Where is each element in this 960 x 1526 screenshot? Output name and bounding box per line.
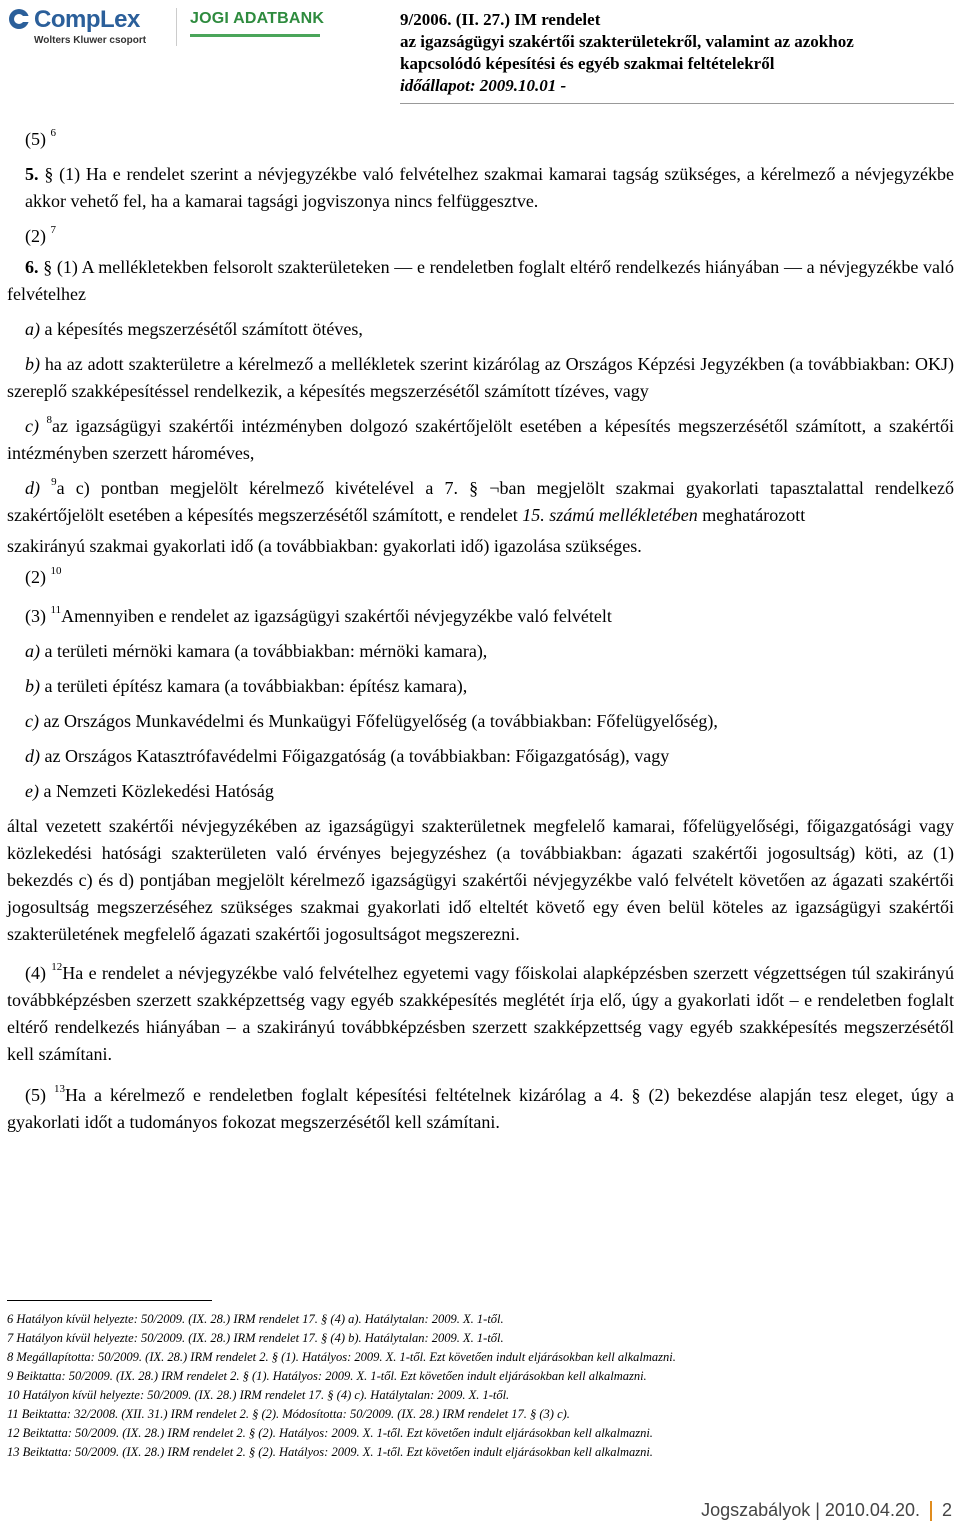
complex-logo-icon — [8, 8, 30, 30]
list-item-label: b) — [25, 676, 40, 696]
list-item-a — [7, 638, 954, 665]
footnotes — [7, 1300, 954, 1462]
list-item-label: d) — [25, 478, 40, 498]
footnote-ref[interactable]: 9 — [51, 476, 57, 488]
footnote-ref[interactable]: 13 — [54, 1083, 66, 1095]
list-item-text: az igazságügyi szakértői intézményben dolgozó szakértőjelölt esetében a képesítés megszerzésétől számított, a szakértői intézményben szerzett hároméves, — [7, 416, 955, 463]
document-subtitle-line-1: az igazságügyi szakértői szakterületekről, valamint az azokhoz — [400, 32, 854, 51]
page-header — [0, 0, 960, 108]
footnote: 9 Beiktatta: 50/2009. (IX. 28.) IRM rendelet 2. § (1). Hatályos: 2009. X. 1-től. Ezt követően indult eljárásokban kell alkalmazni. — [7, 1369, 647, 1383]
section-6 — [0, 254, 954, 308]
paragraph-label: (2) — [25, 226, 46, 246]
complex-logo — [8, 6, 168, 50]
paragraph-label: (2) — [25, 567, 46, 587]
paragraph-2-repealed-b — [7, 564, 954, 591]
list-item-d-continuation: szakirányú szakmai gyakorlati idő (a továbbiakban: gyakorlati idő) igazolása szükséges. — [7, 536, 642, 556]
paragraph-2-repealed — [7, 223, 954, 250]
paragraph-label: (4) — [25, 963, 46, 983]
jogi-adatbank-name: JOGI ADATBANK — [190, 10, 325, 27]
footnote: 12 Beiktatta: 50/2009. (IX. 28.) IRM rendelet 2. § (2). Hatályos: 2009. X. 1-től. Ezt követően indult eljárásokban kell alkalmazni. — [7, 1426, 653, 1440]
list-item-text: a c) pontban megjelölt kérelmező kivételével a 7. § ¬ban megjelölt szakmai gyakorlati tapasztalattal rendelkező szakértőjelölt esetében a képesítés megszerzésétől számított, e rendelet — [7, 478, 955, 525]
list-item-text: az Országos Katasztrófavédelmi Főigazgatóság (a továbbiakban: Főigazgatóság), vagy — [44, 746, 670, 766]
list-item-e — [7, 778, 954, 805]
paragraph-3-continuation: által vezetett szakértői névjegyzékében az igazságügyi szakterületnek megfelelő kamarai, főfelügyelőségi, főigazgatósági vagy közlekedési hatósági szakterületen való érvényes bejegyzéshez (a továbbiakban: ágazati szakértői jogosultság) köti, az (1) bekezdés c) és d) pontjában megjelölt kérelmező igazságügyi szakértői névjegyzékbe való felvételt követően az ágazati szakértői jogosultság megszerzéséhez szükséges szakmai gyakorlati idő elteltét követő egy éven belül köteles az igazságügyi szakértői szakterületének megfelelő ágazati szakértői jogosultságot megszerezni. — [7, 816, 954, 944]
list-item-d — [7, 475, 954, 529]
footnote: 13 Beiktatta: 50/2009. (IX. 28.) IRM rendelet 2. § (2). Hatályos: 2009. X. 1-től. Ezt követően indult eljárásokban kell alkalmazni. — [7, 1445, 653, 1459]
jogi-adatbank-logo — [190, 10, 324, 37]
footnote: 8 Megállapította: 50/2009. (IX. 28.) IRM rendelet 2. § (1). Hatályos: 2009. X. 1-től. Ezt követően indult eljárásokban kell alkalmazni. — [7, 1350, 676, 1364]
list-item-label: c) — [25, 416, 39, 436]
footnote-ref[interactable]: 7 — [50, 224, 56, 236]
complex-logo-subtitle: Wolters Kluwer csoport — [34, 35, 147, 46]
footnote: 7 Hatályon kívül helyezte: 50/2009. (IX. 28.) IRM rendelet 17. § (4) b). Hatálytalan: 2009. X. 1-től. — [7, 1331, 504, 1345]
list-item-text: ha az adott szakterületre a kérelmező a mellékletek szerint kizárólag az Országos Képzési Jegyzékben (a továbbiakban: OKJ) szereplő szakképesítéssel rendelkezik, a képesítés megszerzésétől számított tízéves, vagy — [7, 354, 954, 401]
footnote-ref[interactable]: 8 — [46, 414, 52, 426]
document-header-info — [400, 9, 854, 97]
footnote: 10 Hatályon kívül helyezte: 50/2009. (IX. 28.) IRM rendelet 17. § (4) c). Hatálytalan: 2009. X. 1-től. — [7, 1388, 510, 1402]
paragraph-text: Ha e rendelet a névjegyzékbe való felvételhez egyetemi vagy főiskolai alapképzésben szerzett végzettségen túl szakirányú továbbképzésben szerzett szakképzettség vagy egyéb szakképesítés meglétét írja elő, úgy a gyakorlati időt – e rendeletben foglalt eltérő rendelkezés hiányában – a szakirányú továbbképzésben szerzett szakképzettség vagy egyéb szakképesítés megszerzésétől kell számítani. — [7, 963, 954, 1064]
list-item-b — [7, 673, 954, 700]
list-item-label: a) — [25, 641, 40, 661]
list-item-label: d) — [25, 746, 40, 766]
annex-reference[interactable]: 15. számú mellékletében — [522, 505, 698, 525]
list-item-label: a) — [25, 319, 40, 339]
paragraph-text: Ha a kérelmező e rendeletben foglalt képesítési feltételnek kizárólag a 4. § (2) bekezdése alapján tesz eleget, úgy a gyakorlati időt a tudományos fokozat megszerzésétől kell számítani. — [7, 1085, 955, 1132]
section-text: § (1) Ha e rendelet szerint a névjegyzékbe való felvételhez szakmai kamarai tagság szükséges, a kérelmező a névjegyzékbe akkor vehető fel, ha a kamarai tagsági jogviszonya nincs felfüggesztve. — [25, 164, 954, 211]
paragraph-5 — [7, 1082, 954, 1136]
document-subtitle-line-2: kapcsolódó képesítési és egyéb szakmai feltételekről — [400, 54, 775, 73]
page-number: 2 — [941, 1500, 952, 1520]
paragraph-text: Amennyiben e rendelet az igazságügyi szakértői névjegyzékbe való felvételt — [61, 606, 612, 626]
document-body — [7, 126, 954, 1136]
document-title: 9/2006. (II. 27.) IM rendelet — [400, 10, 601, 29]
page-footer — [701, 1500, 952, 1521]
footnote: 11 Beiktatta: 32/2008. (XII. 31.) IRM rendelet 2. § (2). Módosította: 50/2009. (IX. 28.) IRM rendelet 17. § (3) c). — [7, 1407, 570, 1421]
paragraph-5-repealed — [7, 126, 954, 153]
list-item-b — [7, 351, 954, 405]
list-item-label: e) — [25, 781, 39, 801]
jogi-adatbank-underline — [190, 34, 320, 37]
list-item-label: c) — [25, 711, 39, 731]
list-item-text: a területi építész kamara (a továbbiakban: építész kamara), — [44, 676, 468, 696]
footnote-ref[interactable]: 6 — [50, 127, 56, 139]
footnote-ref[interactable]: 12 — [51, 961, 63, 973]
list-item-text: a területi mérnöki kamara (a továbbiakban: mérnöki kamara), — [44, 641, 488, 661]
list-item-c — [7, 413, 954, 467]
paragraph-4 — [7, 960, 954, 1068]
list-item-text: a képesítés megszerzésétől számított ötéves, — [44, 319, 363, 339]
paragraph-label: (5) — [25, 1085, 46, 1105]
footer-separator — [930, 1501, 932, 1521]
paragraph-label: (5) — [25, 129, 46, 149]
complex-logo-name: CompLex — [34, 6, 140, 33]
header-rule — [400, 103, 954, 104]
list-item-c — [7, 708, 954, 735]
logo-divider — [176, 8, 177, 46]
footnote-ref[interactable]: 11 — [50, 604, 62, 616]
list-item-text: az Országos Munkavédelmi és Munkaügyi Főfelügyelőség (a továbbiakban: Főfelügyelőség), — [43, 711, 718, 731]
footer-source: Jogszabályok | 2010.04.20. — [701, 1500, 920, 1520]
footnote-ref[interactable]: 10 — [50, 565, 62, 577]
footnote-rule — [7, 1300, 212, 1301]
list-item-text: a Nemzeti Közlekedési Hatóság — [43, 781, 274, 801]
list-item-a — [7, 316, 954, 343]
footnote: 6 Hatályon kívül helyezte: 50/2009. (IX. 28.) IRM rendelet 17. § (4) a). Hatálytalan: 2009. X. 1-től. — [7, 1312, 504, 1326]
section-number: 5. — [25, 164, 39, 184]
paragraph-3 — [7, 603, 954, 630]
paragraph-label: (3) — [25, 606, 46, 626]
list-item-d — [7, 743, 954, 770]
section-5 — [7, 161, 954, 215]
list-item-label: b) — [25, 354, 40, 374]
section-text: § (1) A mellékletekben felsorolt szakterületeken — e rendeletben foglalt eltérő rendelkezés hiányában — a névjegyzékbe való felvételhez — [7, 257, 954, 304]
document-effective-date: időállapot: 2009.10.01 - — [400, 76, 567, 95]
section-number: 6. — [25, 257, 39, 277]
list-item-text-end: meghatározott — [702, 505, 806, 525]
